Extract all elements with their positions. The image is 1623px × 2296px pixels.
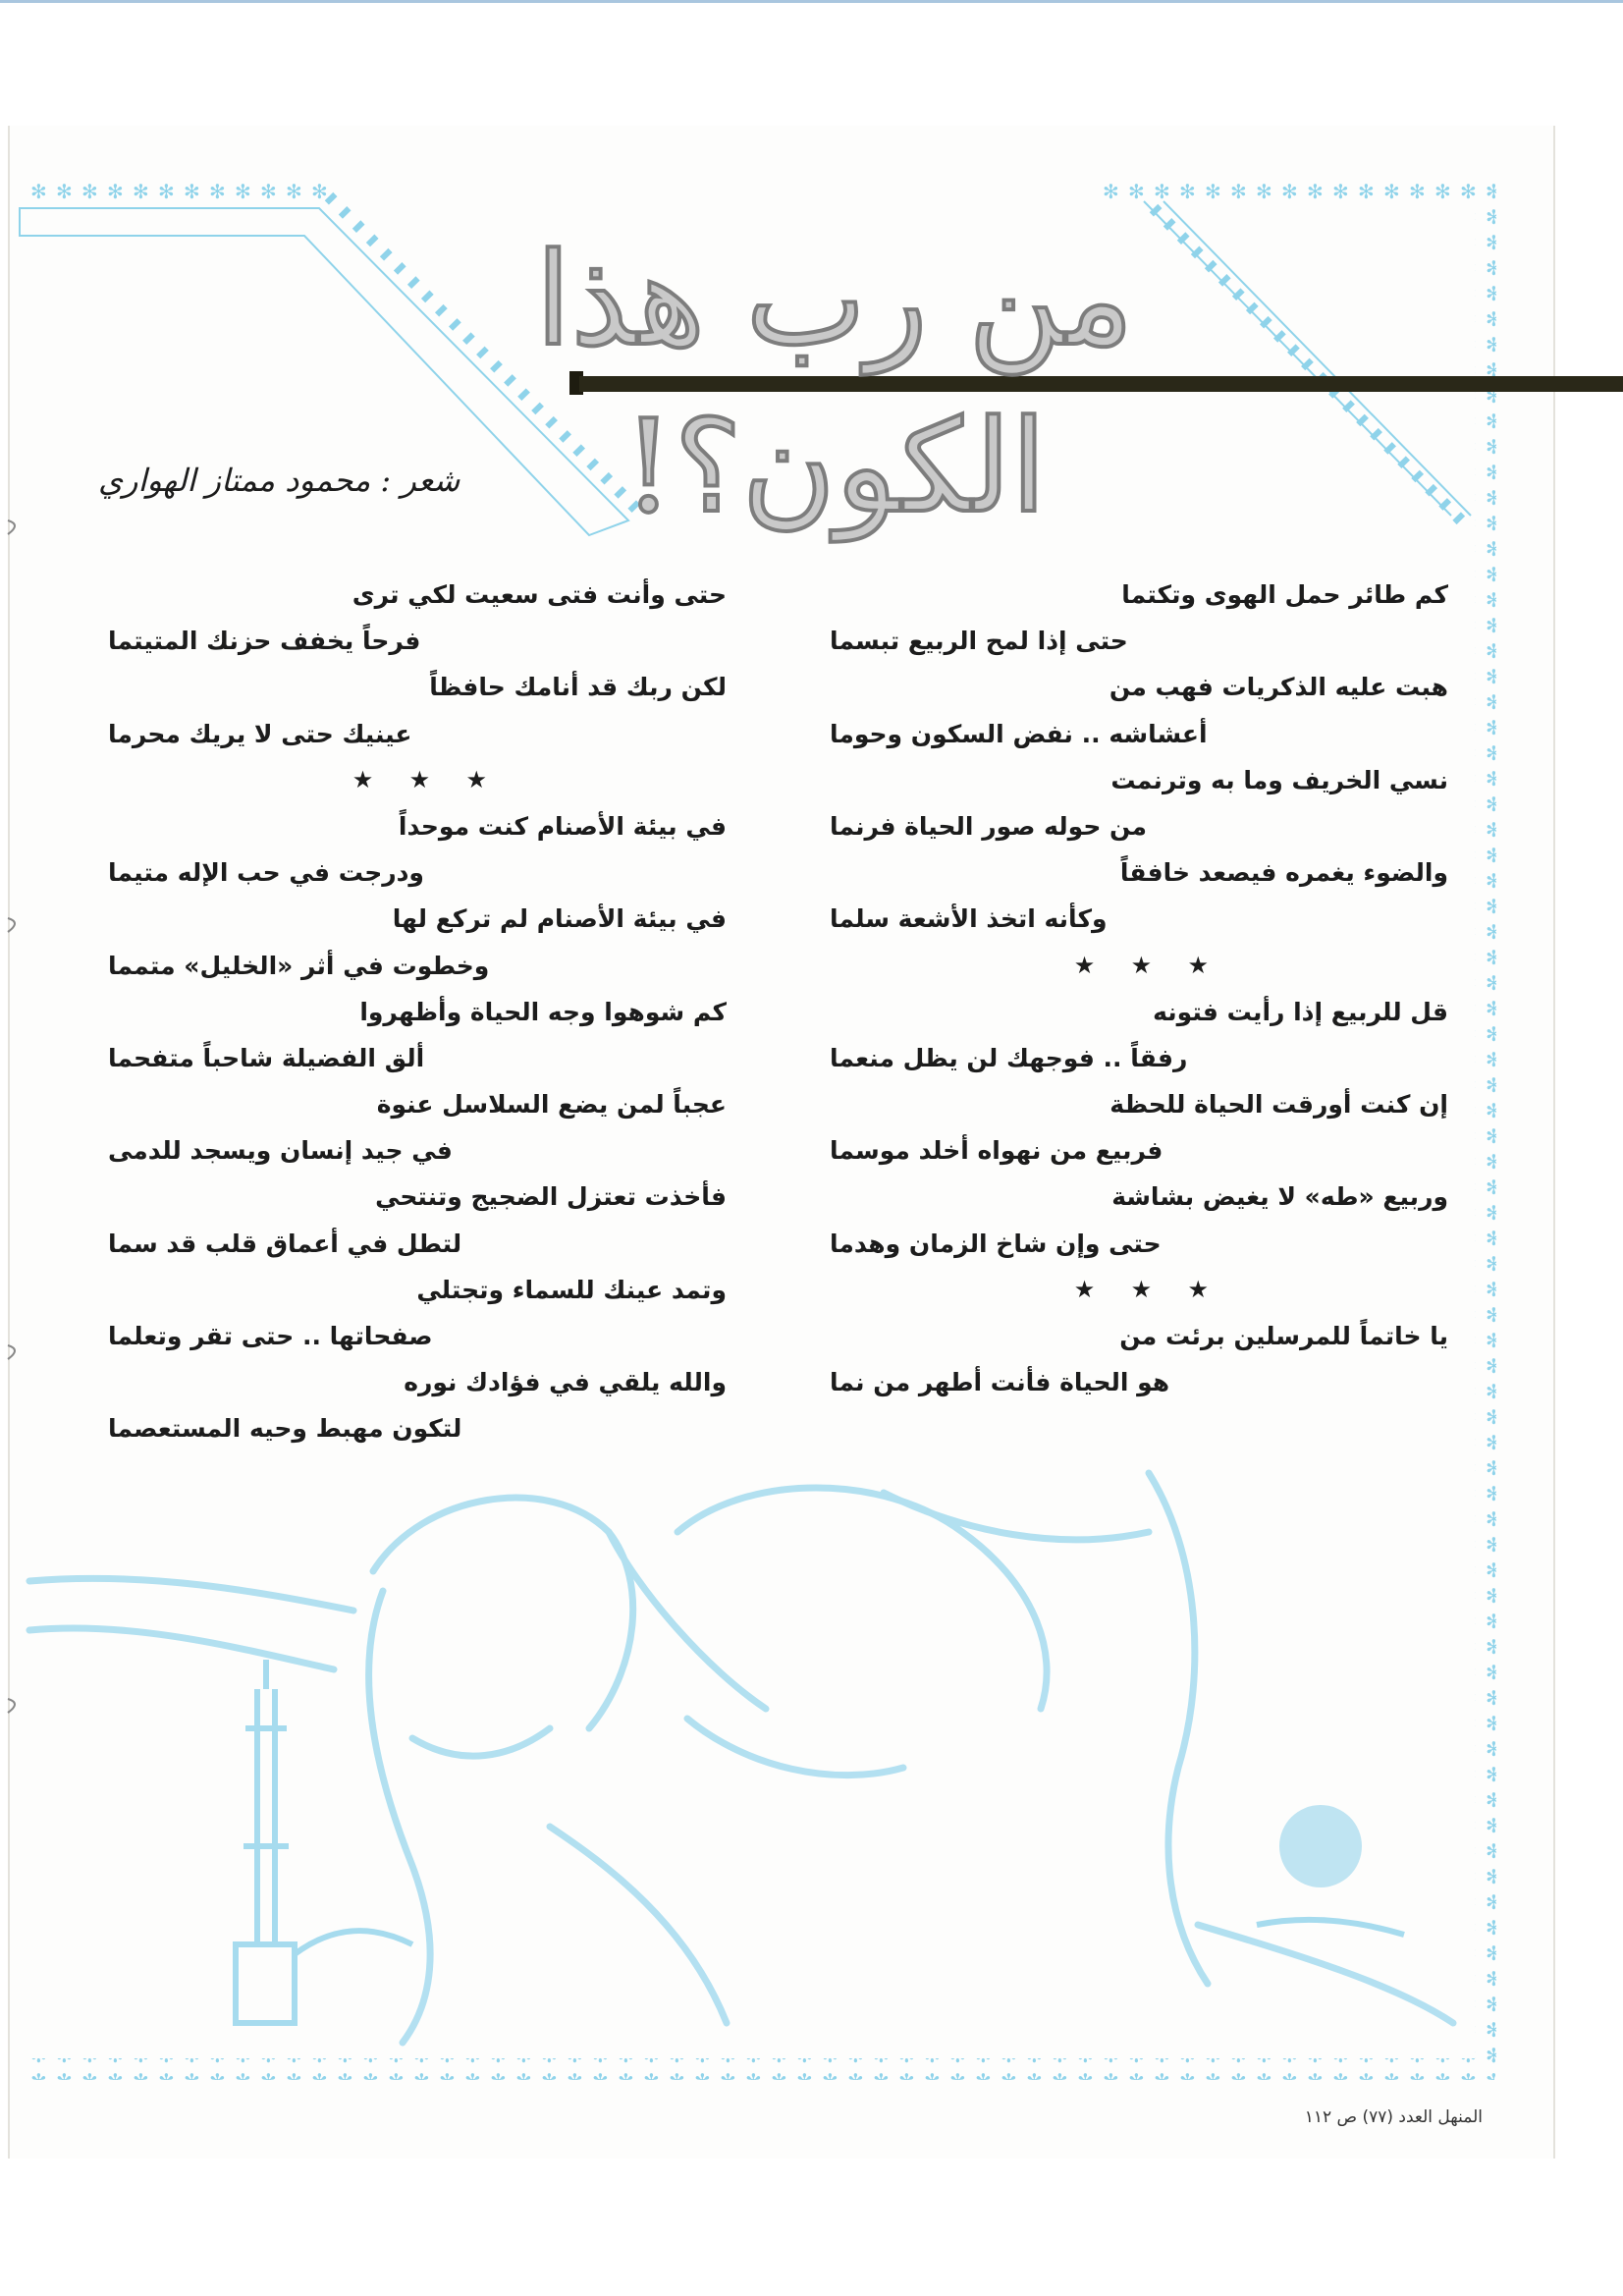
poem-column-right [830, 572, 1448, 1405]
verse-second-hemistich: وخطوت في أثر «الخليل» متمما [108, 951, 490, 980]
verse-first-hemistich: كم طائر حمل الهوى وتكتما [1121, 580, 1448, 609]
verse-second-hemistich: في جيد إنسان ويسجد للدمى [108, 1136, 453, 1166]
star-separator: ★ ★ ★ [1073, 1275, 1222, 1303]
verse-first-hemistich: فأخذت تعتزل الضجيج وتنتحي [375, 1182, 727, 1212]
verse-second-hemistich: رفقاً .. فوجهك لن يظل منعما [830, 1043, 1188, 1072]
verse-first-hemistich: هبت عليه الذكريات فهب من [1109, 673, 1448, 702]
verse-first-hemistich: نسي الخريف وما به وترنمت [1110, 765, 1448, 794]
verse-first-hemistich: إن كنت أورقت الحياة للحظة [1109, 1090, 1448, 1120]
verse-second-hemistich: لتكون مهبط وحيه المستعصما [108, 1414, 462, 1444]
verse-second-hemistich: وكأنه اتخذ الأشعة سلما [830, 904, 1108, 934]
verse-first-hemistich: كم شوهوا وجه الحياة وأظهروا [359, 997, 727, 1026]
verse-first-hemistich: في بيئة الأصنام كنت موحداً [398, 811, 727, 841]
verse-first-hemistich: حتى وأنت فتى سعيت لكي ترى [352, 580, 727, 609]
star-separator: ★ ★ ★ [352, 765, 501, 793]
verse-second-hemistich: فرحاً يخفف حزنك المتيتما [108, 627, 421, 656]
verse-first-hemistich: وتمد عينك للسماء وتجتلي [416, 1275, 727, 1304]
verse-second-hemistich: فربيع من نهواه أخلد موسما [830, 1136, 1163, 1166]
verse-second-hemistich: أعشاشه .. نفض السكون وحوما [830, 719, 1208, 748]
verse-second-hemistich: صفحاتها .. حتى تقر وتعلما [108, 1322, 433, 1350]
poem-title: من رب هذا الكون؟! [535, 225, 1134, 541]
verse-first-hemistich: والله يلقي في فؤادك نوره [404, 1368, 727, 1397]
verse-first-hemistich: لكن ربك قد أنامك حافظاً [429, 673, 727, 702]
verse-second-hemistich: لتطل في أعماق قلب قد سما [108, 1229, 462, 1258]
page-footer: المنهل العدد (٧٧) ص ١١٢ [1304, 2107, 1483, 2127]
poet-byline: شعر : محمود ممتاز الهواري [98, 462, 460, 499]
verse-second-hemistich: حتى وإن شاخ الزمان وهدما [830, 1229, 1162, 1258]
verse-second-hemistich: عينيك حتى لا يريك محرما [108, 719, 412, 748]
verse-first-hemistich: قل للربيع إذا رأيت فتونه [1153, 997, 1448, 1026]
verse-second-hemistich: حتى إذا لمح الربيع تبسما [830, 627, 1128, 656]
poem-column-left [108, 572, 727, 1452]
verse-second-hemistich: ألق الفضيلة شاحباً متفحما [108, 1043, 425, 1072]
verse-second-hemistich: هو الحياة فأنت أطهر من نما [830, 1368, 1170, 1397]
star-separator: ★ ★ ★ [1073, 951, 1222, 979]
verse-second-hemistich: ودرجت في حب الإله متيما [108, 858, 424, 888]
verse-first-hemistich: عجباً لمن يضع السلاسل عنوة [376, 1090, 727, 1120]
verse-first-hemistich: وربيع «طه» لا يغيض بشاشة [1111, 1182, 1448, 1212]
title-area [481, 177, 1188, 541]
verse-first-hemistich: في بيئة الأصنام لم تركع لها [392, 904, 727, 934]
verse-first-hemistich: والضوء يغمره فيصعد خافقاً [1119, 858, 1448, 888]
verse-first-hemistich: يا خاتماً للمرسلين برئت من [1119, 1322, 1448, 1350]
verse-second-hemistich: من حوله صور الحياة فرنما [830, 811, 1148, 841]
